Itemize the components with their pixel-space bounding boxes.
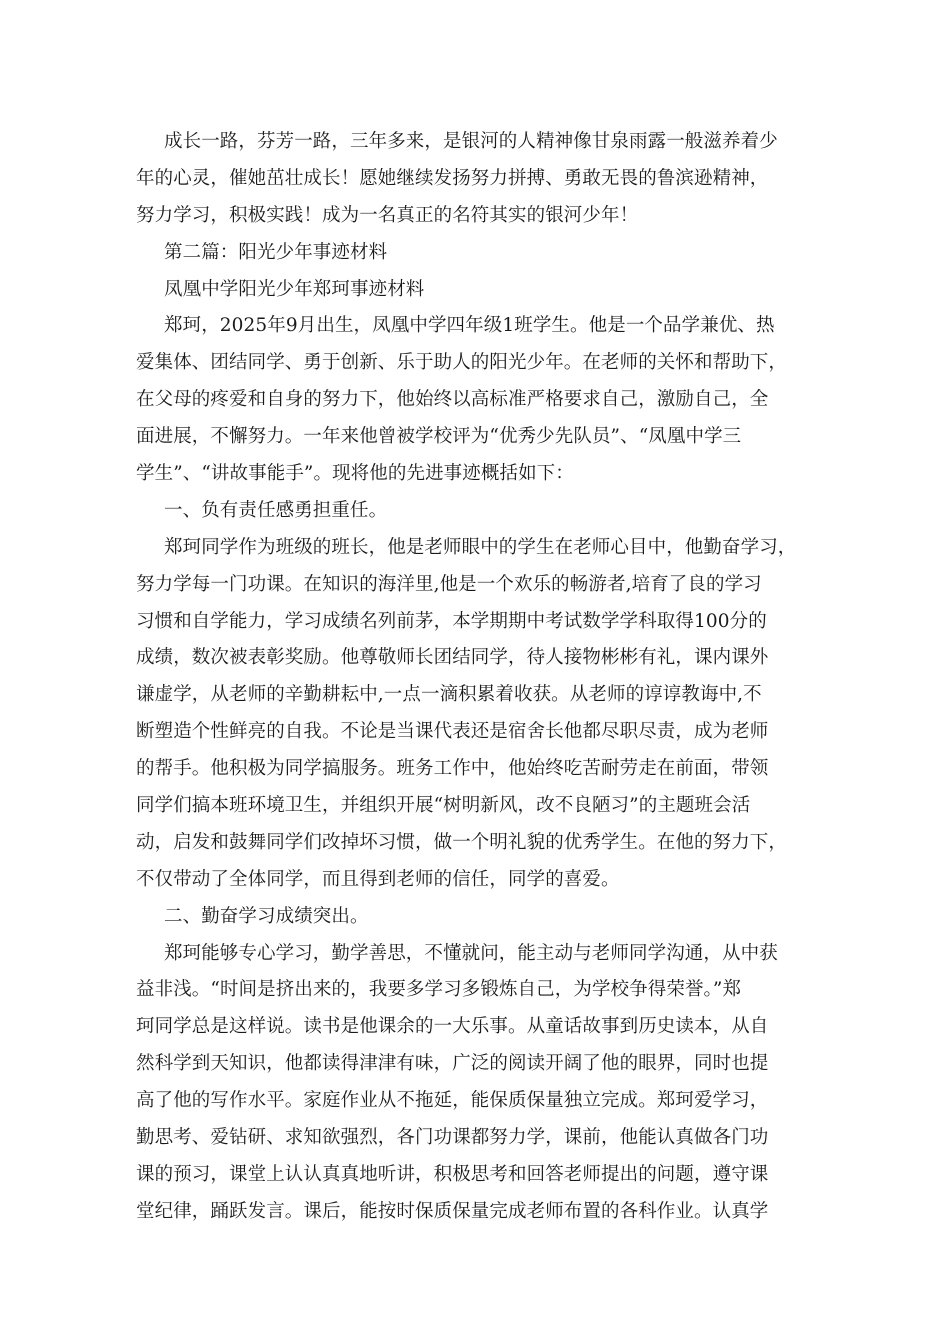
text-line: 断塑造个性鲜亮的自我。不论是当课代表还是宿舍长他都尽职尽责，成为老师	[136, 721, 769, 743]
text-line: 郑珂能够专心学习，勤学善思，不懂就问，能主动与老师同学沟通，从中获	[164, 942, 778, 964]
text-line: 二、勤奋学习成绩突出。	[164, 905, 369, 927]
text-line: 努力学习，积极实践！成为一名真正的名符其实的银河少年！	[136, 204, 639, 226]
text-line: 珂同学总是这样说。读书是他课余的一大乐事。从童话故事到历史读本，从自	[136, 1016, 769, 1038]
text-line: 成长一路，芬芳一路，三年多来，是银河的人精神像甘泉雨露一般滋养着少	[164, 131, 778, 152]
text-line: 一、负有责任感勇担重任。	[164, 499, 388, 521]
text-line: 郑珂同学作为班级的班长，他是老师眼中的学生在老师心目中，他勤奋学习，	[164, 536, 797, 558]
text-line: 谦虚学，从老师的辛勤耕耘中,一点一滴积累着收获。从老师的谆谆教诲中,不	[136, 684, 762, 706]
text-line: 学生”、“讲故事能手”。现将他的先进事迹概括如下：	[136, 463, 574, 485]
document-body	[136, 124, 808, 1231]
text-line: 益非浅。“时间是挤出来的，我要多学习多锻炼自己，为学校争得荣誉。”郑	[136, 979, 742, 1001]
text-line: 习惯和自学能力，学习成绩名列前茅，本学期期中考试数学学科取得100分的	[136, 610, 767, 632]
text-line: 同学们搞本班环境卫生，并组织开展“树明新风，改不良陋习”的主题班会活	[136, 795, 751, 817]
text-line: 成绩，数次被表彰奖励。他尊敬师长团结同学，待人接物彬彬有礼，课内课外	[136, 647, 769, 669]
text-line: 堂纪律，踊跃发言。课后，能按时保质保量完成老师布置的各科作业。认真学	[136, 1200, 769, 1222]
text-line: 努力学每一门功课。在知识的海洋里,他是一个欢乐的畅游者,培育了良的学习	[136, 573, 762, 595]
text-line: 第二篇：阳光少年事迹材料	[164, 241, 388, 263]
text-line: 不仅带动了全体同学，而且得到老师的信任，同学的喜爱。	[136, 868, 620, 890]
text-line: 在父母的疼爱和自身的努力下，他始终以高标准严格要求自己，激励自己，全	[136, 389, 769, 411]
text-line: 年的心灵，催她茁壮成长！愿她继续发扬努力拼搏、勇敢无畏的鲁滨逊精神，	[136, 167, 769, 189]
text-line: 凤凰中学阳光少年郑珂事迹材料	[164, 278, 425, 300]
text-line: 课的预习，课堂上认认真真地听讲，积极思考和回答老师提出的问题，遵守课	[136, 1163, 769, 1185]
text-line: 爱集体、团结同学、勇于创新、乐于助人的阳光少年。在老师的关怀和帮助下，	[136, 352, 788, 374]
text-line: 面进展，不懈努力。一年来他曾被学校评为“优秀少先队员”、“凤凰中学三	[136, 426, 742, 448]
text-line: 的帮手。他积极为同学搞服务。班务工作中，他始终吃苦耐劳走在前面，带领	[136, 758, 769, 780]
text-line: 动，启发和鼓舞同学们改掉坏习惯，做一个明礼貌的优秀学生。在他的努力下，	[136, 831, 788, 853]
text-line: 高了他的写作水平。家庭作业从不拖延，能保质保量独立完成。郑珂爱学习，	[136, 1090, 769, 1112]
text-line: 勤思考、爱钻研、求知欲强烈，各门功课都努力学，课前，他能认真做各门功	[136, 1127, 769, 1149]
text-line: 然科学到天知识，他都读得津津有味，广泛的阅读开阔了他的眼界，同时也提	[136, 1053, 769, 1075]
text-line: 郑珂，2025年9月出生，凤凰中学四年级1班学生。他是一个品学兼优、热	[164, 315, 775, 337]
